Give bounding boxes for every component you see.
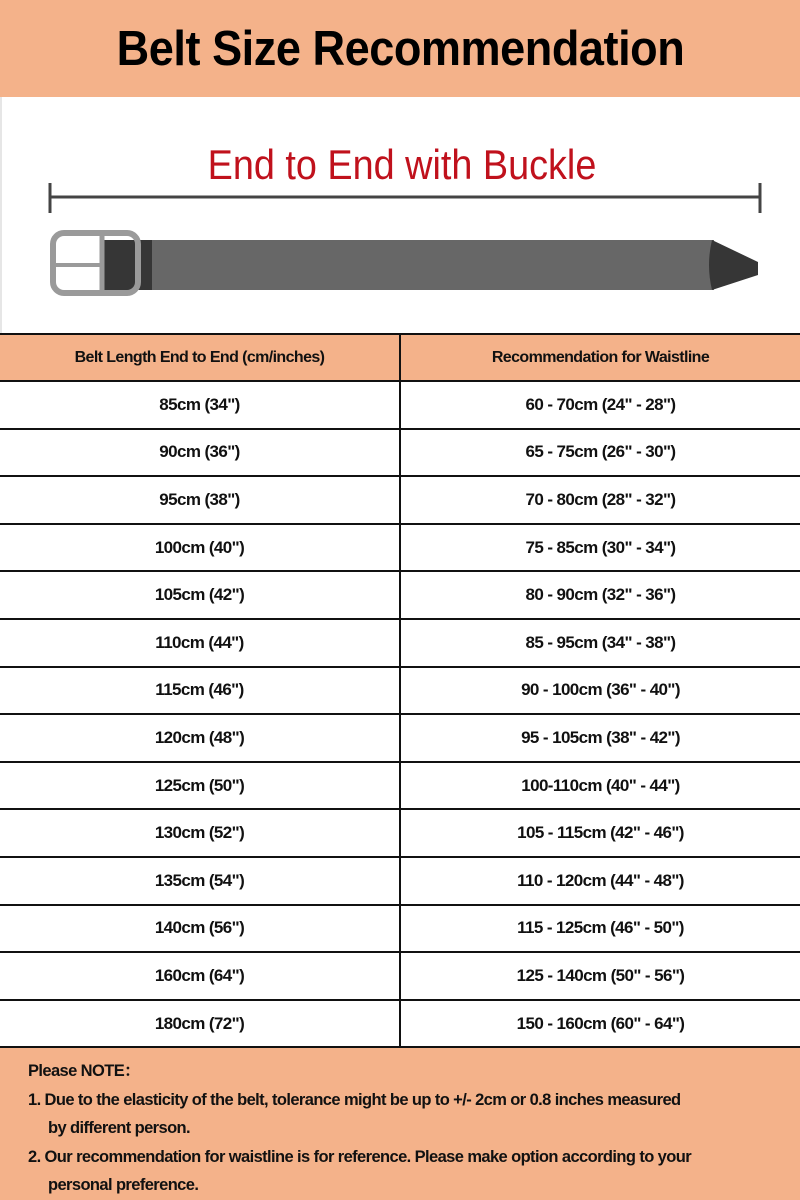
table-row [0,762,800,810]
table-header-row [0,334,800,381]
waistline-cell: 85 - 95cm (34" - 38") [400,619,800,667]
waistline-cell: 70 - 80cm (28" - 32") [400,476,800,524]
waistline-cell: 95 - 105cm (38" - 42") [400,714,800,762]
waistline-cell: 90 - 100cm (36" - 40") [400,667,800,715]
belt-length-cell: 120cm (48") [0,714,400,762]
table-row [0,571,800,619]
belt-tip-icon [709,240,758,290]
belt-length-cell: 95cm (38") [0,476,400,524]
waistline-cell: 80 - 90cm (32" - 36") [400,571,800,619]
belt-strap-icon [102,240,714,290]
belt-length-cell: 85cm (34") [0,381,400,429]
belt-length-cell: 100cm (40") [0,524,400,572]
waistline-cell: 150 - 160cm (60" - 64") [400,1000,800,1048]
table-row [0,952,800,1000]
table-row [0,429,800,477]
table-row [0,857,800,905]
belt-length-cell: 180cm (72") [0,1000,400,1048]
table-row [0,809,800,857]
waistline-cell: 65 - 75cm (26" - 30") [400,429,800,477]
measure-line-icon [50,183,760,213]
size-table [0,333,800,1048]
belt-length-cell: 135cm (54") [0,857,400,905]
note-box [0,1048,800,1200]
note-item-2: 2. Our recommendation for waistline is for reference. Please make option according to your [28,1147,692,1166]
belt-length-cell: 105cm (42") [0,571,400,619]
note-item-1-continued: by different person. [48,1119,191,1137]
table-row [0,619,800,667]
belt-length-cell: 90cm (36") [0,429,400,477]
belt-length-cell: 115cm (46") [0,667,400,715]
table-row [0,381,800,429]
note-item-1: 1. Due to the elasticity of the belt, tolerance might be up to +/- 2cm or 0.8 inches measured [28,1090,681,1109]
waistline-cell: 100-110cm (40" - 44") [400,762,800,810]
waistline-cell: 105 - 115cm (42" - 46") [400,809,800,857]
page-title: Belt Size Recommendation [116,21,684,76]
table-row [0,714,800,762]
table-row [0,524,800,572]
table-row [0,667,800,715]
belt-length-cell: 125cm (50") [0,762,400,810]
waistline-cell: 125 - 140cm (50" - 56") [400,952,800,1000]
table-row [0,1000,800,1048]
belt-illustration [2,97,800,333]
table-row [0,476,800,524]
diagram-label: End to End with Buckle [207,141,597,188]
belt-length-cell: 140cm (56") [0,905,400,953]
waistline-cell: 110 - 120cm (44" - 48") [400,857,800,905]
title-banner [0,0,800,97]
belt-length-cell: 110cm (44") [0,619,400,667]
column-header-belt-length: Belt Length End to End (cm/inches) [0,334,400,381]
waistline-cell: 75 - 85cm (30" - 34") [400,524,800,572]
waistline-cell: 60 - 70cm (24" - 28") [400,381,800,429]
belt-length-cell: 160cm (64") [0,952,400,1000]
note-title: Please NOTE： [28,1062,141,1080]
note-item-2-continued: personal preference. [48,1176,199,1194]
column-header-waistline: Recommendation for Waistline [400,334,800,381]
table-row [0,905,800,953]
waistline-cell: 115 - 125cm (46" - 50") [400,905,800,953]
belt-diagram [0,97,800,333]
belt-length-cell: 130cm (52") [0,809,400,857]
